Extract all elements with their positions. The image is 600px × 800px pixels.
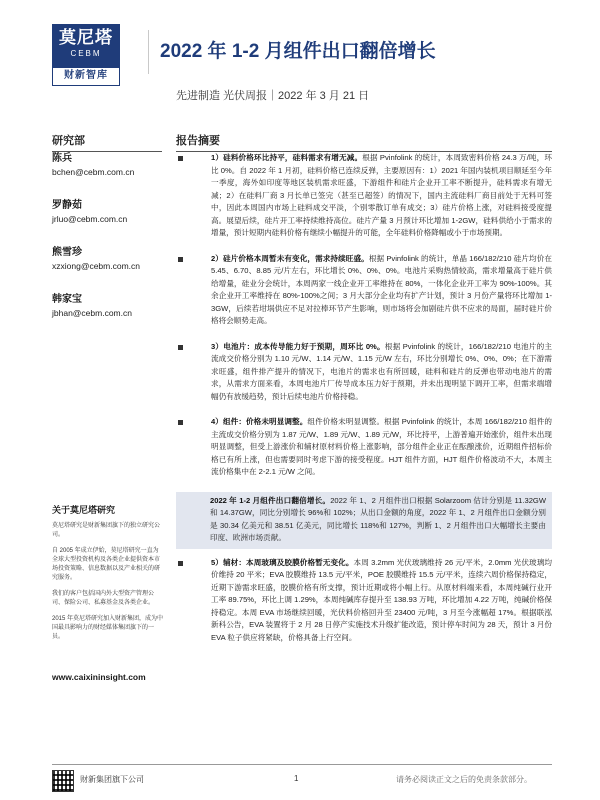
bullet-wafer: [176, 253, 552, 328]
analyst-name: 陈兵: [52, 153, 72, 164]
page-number: 1: [294, 774, 299, 783]
analyst-email[interactable]: jrluo@cebm.com.cn: [52, 214, 128, 224]
logo-tag: 财新智库: [52, 68, 120, 86]
analyst-entry: [52, 199, 162, 246]
bullet-text: 根据 Pvinfolink 的统计，166/182/210 电池片的主流成交价格分别为 1.10 元/W、1.14 元/W、1.15 元/W 左右，环比分别增长 0%、0%、0%；在下游需求旺盛，组件排产提升的情况下，电池片的需求也有所回暖，硅料和硅片的反弹也带动电池片的需求，从需求方面来看，本周电池片厂传导成本压力好于预期，并未出现明显下调开工率，但需求端增幅仍有放缓趋势，预计后续电池片价格持稳。: [211, 341, 552, 401]
analyst-email[interactable]: bchen@cebm.com.cn: [52, 167, 135, 177]
bullet-text: 根据 Pvinfolink 的统计，单晶 166/182/210 硅片均价在 5.45、6.70、8.85 元/片左右，环比增长 0%、0%、0%。电池片采购热情较高，需求增量高于硅片供给增量，硅业分会统计，本周两家一线企业开工率维持在 80%，一体化企业开工率为 90%-100%。其余企业开工率维持在 80%-100%之间；3 月大部分企业均有扩产计划，预计 3 月份产量将环比增加 1-3GW，后续若坩埚供应不足对拉棒环节产生影响，则市场将会加剧硅片供不应求的局面，届时硅片价格将会顺势走高。: [211, 253, 552, 325]
bullet-text: 根据 Pvinfolink 的统计，本周致密料价格 24.3 万/吨，环比 0%。自 2022 年 1 月初，硅料价格已连续反弹，主要原因有：1）2021 年国内装机项目顺延至今年一季度，海外如印度等地区装机需求旺盛，下游组件和硅片企业开工率不断提升，硅料需求有增无减；2）在硅料厂商 3 月长单已签完（甚至已超签）的情况下，国内主流硅料厂商目前处于无料可签中，因此本周国内市场上硅料成交平淡，个别零散订单有成交；3）硅片价格上涨，对硅料接受度提高。展望后续，硅片开工率持续维持高位。硅片产量 3 月预计环比增加 1-2GW，硅料供给小于需求的增量，预计短期内硅料价格有继续小幅提升的可能，全年硅料价格降幅或小于市场预期。: [211, 153, 552, 237]
footer-divider: [52, 764, 552, 765]
about-paragraph: 2015 年莫尼塔研究加入财新集团，成为中国最具影响力的财经媒体集团旗下的一员。: [52, 616, 164, 640]
title-divider: [148, 30, 149, 74]
about-title: 关于莫尼塔研究: [52, 505, 116, 515]
analyst-entry: [52, 152, 162, 199]
bullet-lead: 2）硅片价格本周暂未有变化，需求持续旺盛。: [211, 253, 369, 263]
bullet-cell: [176, 341, 552, 404]
bullet-text: 组件价格未明显调整。根据 Pvinfolink 的统计，本周 166/182/210 组件的主流成交价格分别为 1.87 元/W、1.89 元/W、1.89 元/W，环比持平，上游普遍开始涨价，组件未出现明显调整，但受上游涨价和辅材原材料价格上涨影响，部分组件企业正在酝酿涨价，近期组件招标价格已有所上涨，但也需要同时考虑下游的接受程度。HJT 组件方面，HJT 组件价格波动不大，本周主流价格集中在 2-2.1 元/W 之间。: [211, 417, 552, 476]
cebm-logo: [52, 24, 120, 86]
analyst-list: [52, 152, 162, 340]
report-summary-body: [176, 152, 552, 657]
about-paragraph: 自 2005 年成立伊始，莫尼塔研究一直为全球大型投资机构及各类企业提供资本市场投资策略、信息数据以及产业相关的研究服务。: [52, 548, 161, 581]
logo-mark: [52, 24, 120, 68]
analyst-name: 熊雪珍: [52, 247, 82, 258]
logo-en: CEBM: [70, 49, 102, 58]
bullet-silicon: [176, 152, 552, 240]
analyst-email[interactable]: xzxiong@cebm.com.cn: [52, 261, 140, 271]
footer-disclaimer: 请务必阅读正文之后的免责条款部分。: [396, 775, 532, 784]
website-link[interactable]: www.caixininsight.com: [52, 672, 146, 682]
qr-code-icon: [52, 770, 74, 792]
bullet-lead: 4）组件：价格未明显调整。: [211, 417, 308, 426]
footer-company: 财新集团旗下公司: [80, 775, 144, 784]
highlight-summary: [176, 492, 552, 549]
about-paragraph: 我们的客户包括国内外大型资产管理公司、保险公司、私募基金及各类企业。: [52, 591, 155, 606]
bullet-lead: 5）辅材：本周玻璃及胶膜价格暂无变化。: [211, 557, 354, 567]
summary-heading: 报告摘要: [176, 132, 552, 152]
summary-text: 2022 年 1、2 月组件出口根据 Solarzoom 估计分别是 11.32GW 和 14.37GW，同比分别增长 96%和 102%；从出口金额的角度，2022 年 1、2 月组件出口金额分别是 30.34 亿美元和 38.51 亿美元，同比增长 118%和 127%，判断 1、2 月组件出口大幅增长主要由印度、欧洲市场贡献。: [210, 495, 546, 542]
analyst-entry: [52, 293, 162, 340]
analyst-entry: [52, 246, 162, 293]
bullet-module: [176, 416, 552, 479]
summary-lead: 2022 年 1-2 月组件出口翻倍增长。: [210, 495, 331, 505]
logo-cn: 莫尼塔: [59, 28, 113, 47]
bullet-text: 本周 3.2mm 光伏玻璃维持 26 元/平米，2.0mm 光伏玻璃均价维持 20 平米；EVA 胶膜维持 13.5 元/平米，POE 胶膜维持 15.5 元/平米，连续六周价格保持稳定，近期下游需求旺盛，胶膜价格有所支撑，预计近期或将小幅上行。从原材料端来看，本周纯碱行业开工率 89.75%，环比上调 1.29%，本周纯碱库存提升至 138.93 万吨，环比增加 4.22 万吨，纯碱价格保持稳定。本周 EVA 市场继续回暖，光伏料价格回升至 23400 元/吨，3 月至今涨幅超 17%。根据联泓新科公告，EVA 装置将于 2 月 28 日停产实施技术升级扩能改造，预计停车时间为 28 天，预计 3 月份 EVA 粒子供应将紧缺，价格具备上行空间。: [211, 557, 552, 642]
about-section: [52, 503, 164, 649]
bullet-auxiliary: [176, 557, 552, 645]
about-paragraph: 莫尼塔研究是财新集团旗下的独立研究公司。: [52, 523, 161, 538]
research-dept-heading: 研究部: [52, 132, 162, 152]
bullet-lead: 1）硅料价格环比持平，硅料需求有增无减。: [211, 153, 363, 162]
analyst-name: 罗静茹: [52, 200, 82, 211]
analyst-email[interactable]: jbhan@cebm.com.cn: [52, 308, 132, 318]
bullet-lead: 3）电池片：成本传导能力好于预期，周环比 0%。: [211, 341, 385, 351]
report-title: 2022 年 1-2 月组件出口翻倍增长: [160, 41, 436, 62]
report-subtitle: 先进制造 光伏周报｜2022 年 3 月 21 日: [176, 90, 370, 102]
analyst-name: 韩家宝: [52, 294, 82, 305]
